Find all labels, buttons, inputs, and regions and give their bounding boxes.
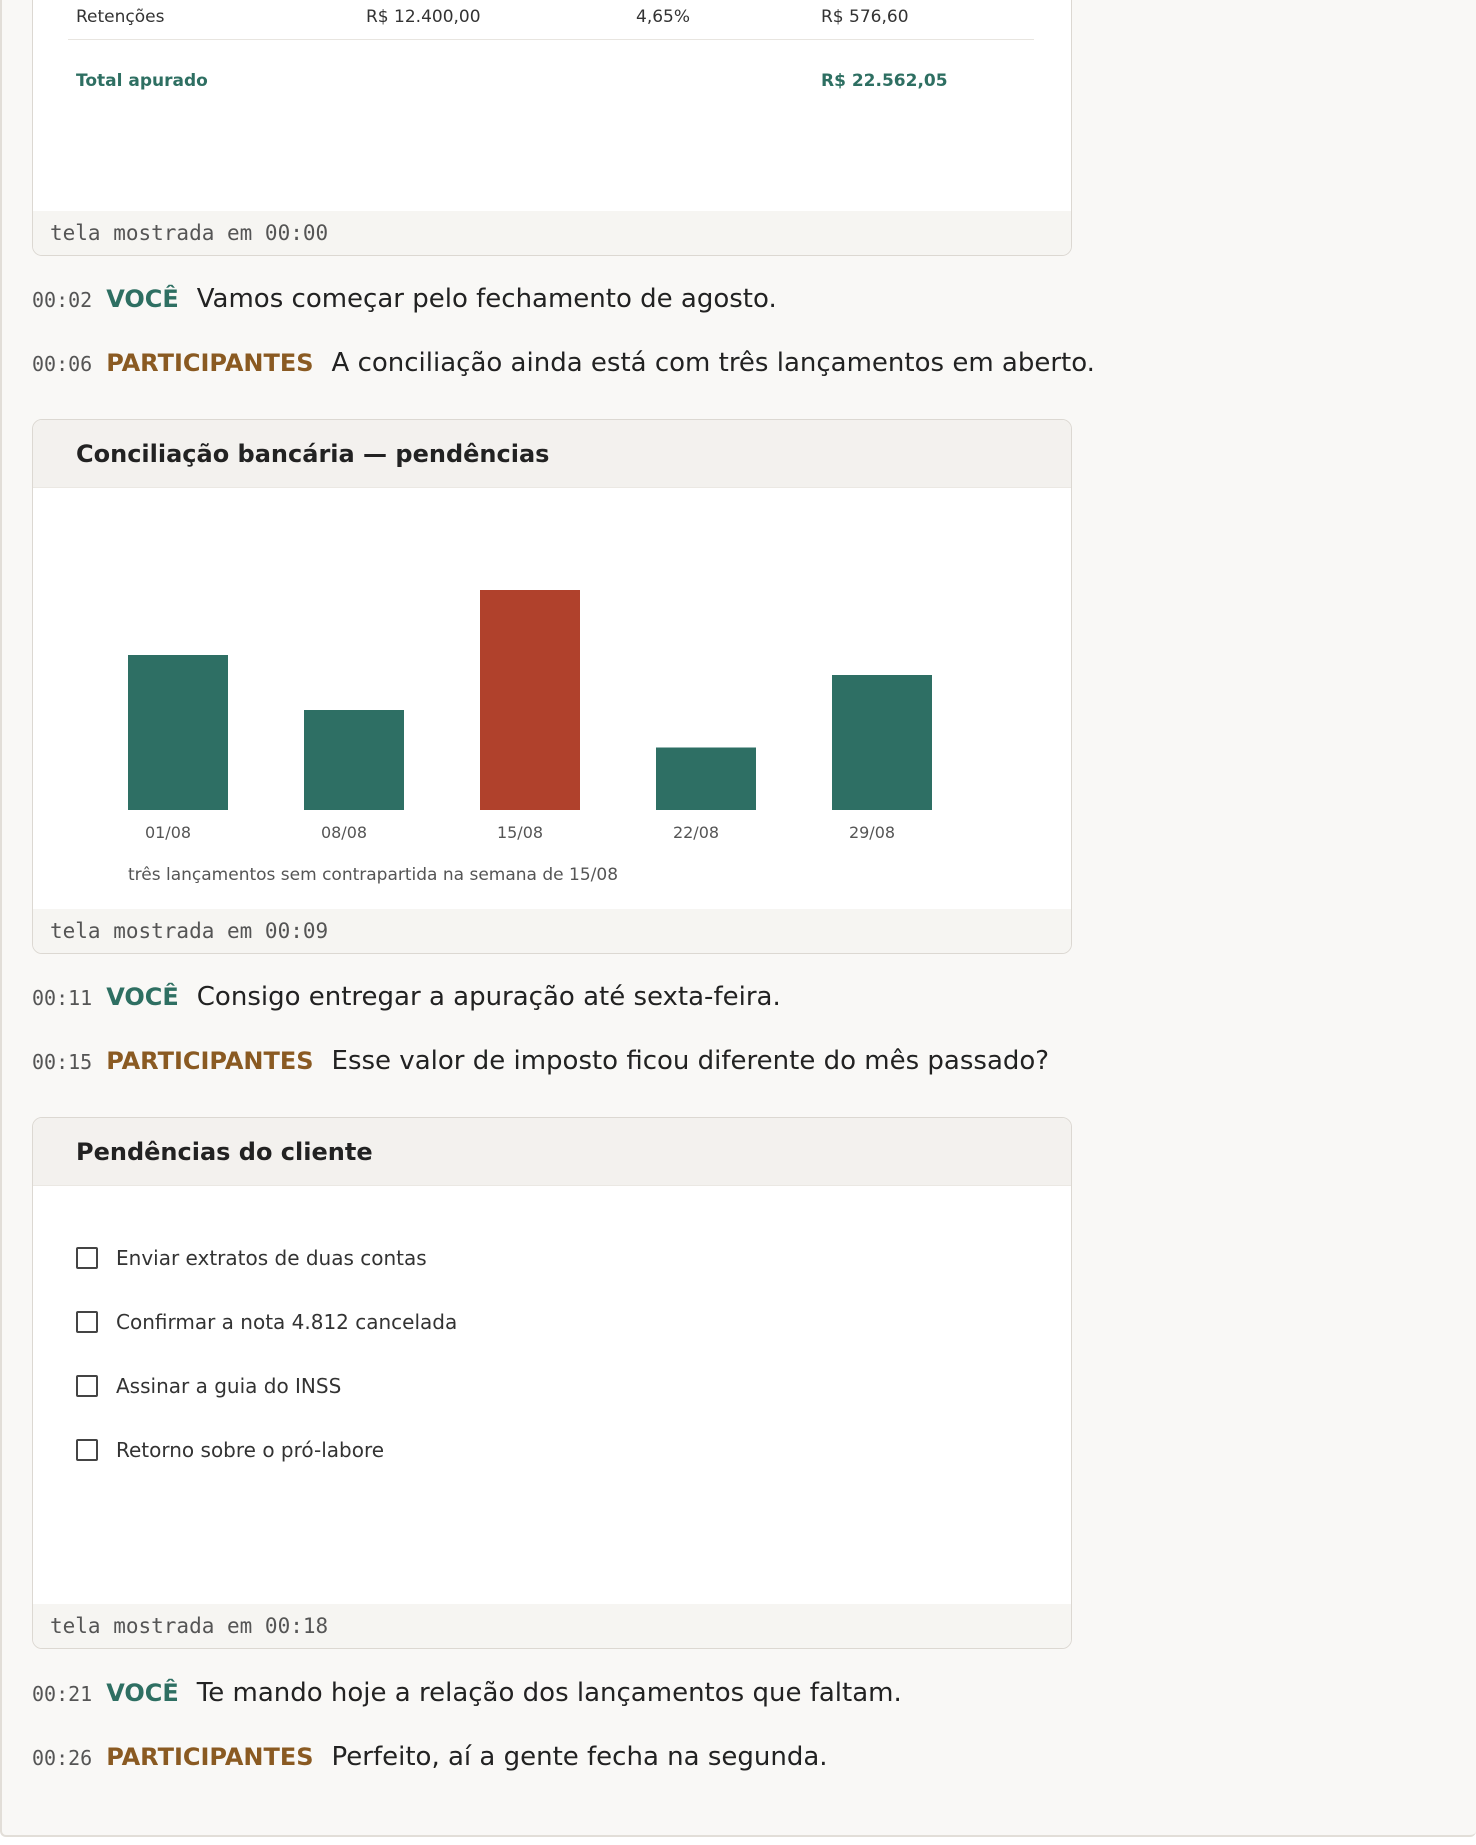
bar-01/08	[128, 655, 228, 810]
line-time: 00:02	[32, 288, 93, 312]
bar-08/08	[304, 710, 404, 810]
checkbox[interactable]	[76, 1439, 98, 1461]
transcript-line	[32, 1046, 1049, 1080]
bar-15/08	[480, 590, 580, 810]
tax-summary-card	[32, 0, 1072, 256]
card-title: Pendências do cliente	[76, 1137, 373, 1166]
line-text: Te mando hoje a relação dos lançamentos que faltam.	[196, 1678, 902, 1708]
speaker-label: PARTICIPANTES	[106, 1047, 314, 1075]
checklist-item[interactable]	[76, 1310, 457, 1334]
line-text: A conciliação ainda está com três lançamentos em aberto.	[331, 348, 1095, 378]
checklist-item-label: Enviar extratos de duas contas	[116, 1246, 427, 1270]
x-tick-label: 01/08	[144, 823, 192, 842]
checklist-item-label: Assinar a guia do INSS	[116, 1374, 342, 1398]
line-text: Vamos começar pelo fechamento de agosto.	[196, 284, 777, 314]
line-text: Consigo entregar a apuração até sexta-feira.	[196, 982, 781, 1012]
row-label: Retenções	[76, 7, 165, 27]
line-time: 00:06	[32, 352, 93, 376]
bar-22/08	[656, 748, 756, 811]
speaker-label: VOCÊ	[106, 1679, 179, 1707]
checklist-item[interactable]	[76, 1438, 384, 1462]
checklist-item-label: Retorno sobre o pró-labore	[116, 1438, 385, 1462]
checkbox[interactable]	[76, 1247, 98, 1269]
card-title: Conciliação bancária — pendências	[76, 439, 550, 468]
speaker-label: VOCÊ	[106, 983, 179, 1011]
transcript-line	[32, 348, 1095, 382]
total-value: R$ 22.562,05	[821, 71, 948, 91]
row-value: R$ 576,60	[821, 7, 909, 27]
transcript-line	[32, 1678, 902, 1712]
x-tick-label: 29/08	[848, 823, 896, 842]
transcript-line	[32, 1742, 828, 1776]
transcript-line	[32, 982, 781, 1016]
line-time: 00:15	[32, 1050, 93, 1074]
screen-shown-timestamp: tela mostrada em 00:18	[33, 1604, 1071, 1648]
speaker-label: PARTICIPANTES	[106, 349, 314, 377]
screen-shown-timestamp: tela mostrada em 00:09	[33, 909, 1071, 953]
table-divider	[68, 39, 1034, 40]
bank-reconciliation-card	[32, 419, 1072, 954]
transcript-line	[32, 284, 777, 318]
screen-shown-timestamp: tela mostrada em 00:00	[33, 211, 1071, 255]
line-time: 00:21	[32, 1682, 93, 1706]
total-label: Total apurado	[76, 71, 208, 91]
chart-annotation: três lançamentos sem contrapartida na semana de 15/08	[128, 865, 619, 885]
line-text: Esse valor de imposto ficou diferente do mês passado?	[331, 1046, 1050, 1076]
bar-29/08	[832, 675, 932, 810]
checklist-item[interactable]	[76, 1246, 427, 1270]
x-tick-label: 15/08	[496, 823, 544, 842]
reconciliation-bar-chart	[33, 420, 1072, 910]
row-base: R$ 12.400,00	[366, 7, 481, 27]
checklist-item-label: Confirmar a nota 4.812 cancelada	[116, 1310, 458, 1334]
client-pending-items-card	[32, 1117, 1072, 1649]
line-time: 00:26	[32, 1746, 93, 1770]
x-tick-label: 08/08	[320, 823, 368, 842]
checklist-item[interactable]	[76, 1374, 341, 1398]
checkbox[interactable]	[76, 1375, 98, 1397]
x-tick-label: 22/08	[672, 823, 720, 842]
row-rate: 4,65%	[636, 7, 691, 27]
checkbox[interactable]	[76, 1311, 98, 1333]
speaker-label: PARTICIPANTES	[106, 1743, 314, 1771]
line-text: Perfeito, aí a gente fecha na segunda.	[331, 1742, 828, 1772]
card-header	[33, 1118, 1071, 1186]
speaker-label: VOCÊ	[106, 285, 179, 313]
line-time: 00:11	[32, 986, 93, 1010]
